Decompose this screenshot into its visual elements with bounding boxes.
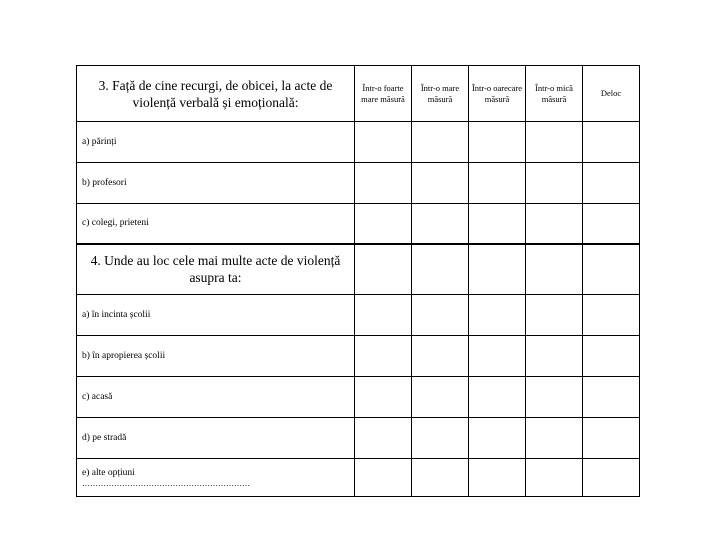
- q4-other-label: e) alte opțiuni: [82, 467, 135, 478]
- answer-cell[interactable]: [583, 122, 640, 163]
- answer-cell[interactable]: [583, 418, 640, 459]
- answer-cell[interactable]: [583, 295, 640, 336]
- answer-cell: [583, 244, 640, 295]
- answer-cell[interactable]: [526, 377, 583, 418]
- answer-cell[interactable]: [412, 336, 469, 377]
- answer-cell[interactable]: [469, 204, 526, 244]
- answer-cell[interactable]: [526, 336, 583, 377]
- scale-header-very-much: Într-o foarte mare măsură: [355, 66, 412, 122]
- answer-cell[interactable]: [469, 336, 526, 377]
- answer-cell[interactable]: [583, 163, 640, 204]
- answer-cell: [355, 244, 412, 295]
- answer-cell[interactable]: [469, 295, 526, 336]
- answer-cell[interactable]: [412, 204, 469, 244]
- answer-cell[interactable]: [526, 122, 583, 163]
- table-row: [77, 204, 640, 244]
- answer-cell: [412, 244, 469, 295]
- answer-cell[interactable]: [469, 459, 526, 497]
- table-row: [77, 377, 640, 418]
- q3-option-colleagues: c) colegi, prieteni: [77, 204, 355, 244]
- answer-cell[interactable]: [583, 204, 640, 244]
- answer-cell: [526, 244, 583, 295]
- answer-cell[interactable]: [412, 295, 469, 336]
- scale-header-much: Într-o mare măsură: [412, 66, 469, 122]
- q4-option-near-school: b) în apropierea școlii: [77, 336, 355, 377]
- answer-cell[interactable]: [526, 204, 583, 244]
- answer-cell[interactable]: [355, 204, 412, 244]
- table-row: [77, 295, 640, 336]
- q4-option-home: c) acasă: [77, 377, 355, 418]
- table-row: [77, 122, 640, 163]
- answer-cell[interactable]: [526, 163, 583, 204]
- question4-row: [77, 244, 640, 295]
- answer-cell[interactable]: [526, 418, 583, 459]
- answer-cell[interactable]: [469, 163, 526, 204]
- question4-title: 4. Unde au loc cele mai multe acte de violență asupra ta:: [77, 244, 355, 295]
- q4-option-street: d) pe stradă: [77, 418, 355, 459]
- table-row: [77, 336, 640, 377]
- q4-option-other: [77, 459, 355, 497]
- q4-option-school: a) în incinta școlii: [77, 295, 355, 336]
- answer-cell[interactable]: [469, 418, 526, 459]
- answer-cell[interactable]: [583, 336, 640, 377]
- table-row: [77, 418, 640, 459]
- answer-cell[interactable]: [469, 122, 526, 163]
- q3-option-parents: a) părinți: [77, 122, 355, 163]
- answer-cell[interactable]: [526, 295, 583, 336]
- answer-cell[interactable]: [412, 163, 469, 204]
- scale-header-not-at-all: Deloc: [583, 66, 640, 122]
- answer-cell[interactable]: [355, 163, 412, 204]
- answer-cell[interactable]: [355, 122, 412, 163]
- answer-cell[interactable]: [355, 295, 412, 336]
- answer-cell[interactable]: [412, 122, 469, 163]
- answer-cell[interactable]: [469, 377, 526, 418]
- table-row: [77, 163, 640, 204]
- answer-cell[interactable]: [583, 459, 640, 497]
- answer-cell: [469, 244, 526, 295]
- answer-cell[interactable]: [355, 336, 412, 377]
- header-row: [77, 66, 640, 122]
- question3-title: 3. Față de cine recurgi, de obicei, la acte de violență verbală și emoțională:: [77, 66, 355, 122]
- q3-option-teachers: b) profesori: [77, 163, 355, 204]
- answer-cell[interactable]: [355, 459, 412, 497]
- answer-cell[interactable]: [355, 418, 412, 459]
- answer-cell[interactable]: [412, 377, 469, 418]
- answer-cell[interactable]: [412, 459, 469, 497]
- answer-cell[interactable]: [412, 418, 469, 459]
- table-row: [77, 459, 640, 497]
- scale-header-little: Într-o mică măsură: [526, 66, 583, 122]
- survey-table: [76, 65, 640, 497]
- answer-cell[interactable]: [526, 459, 583, 497]
- scale-header-somewhat: Într-o oarecare măsură: [469, 66, 526, 122]
- answer-cell[interactable]: [355, 377, 412, 418]
- answer-cell[interactable]: [583, 377, 640, 418]
- q4-other-dotted-line: ………………………………………………………: [82, 478, 250, 488]
